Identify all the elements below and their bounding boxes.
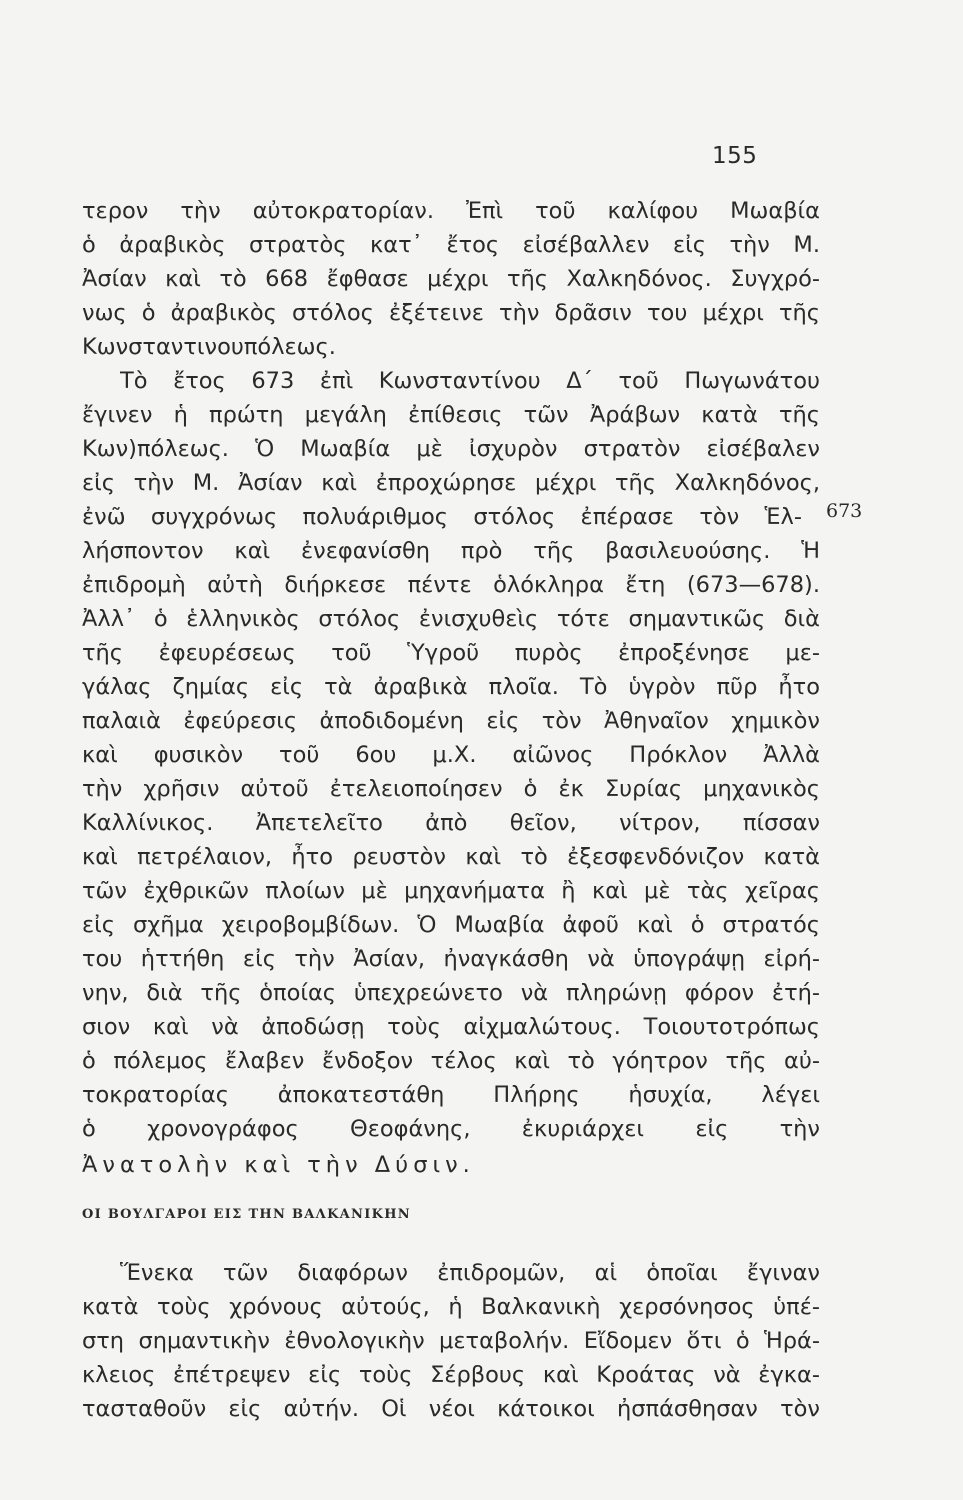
text-line: ὁ ἀραβικὸς στρατὸς κατ᾽ ἔτος εἰσέβαλλεν εἰς τὴν Μ. [82,232,820,258]
text-line: κατὰ τοὺς χρόνους αὐτούς, ἡ Βαλκανικὴ χερσόνησος ὑπέ- [82,1294,820,1320]
text-line: καὶ πετρέλαιον, ἦτο ρευστὸν καὶ τὸ ἐξεσφενδόνιζον κατὰ [82,844,820,870]
text-line: σιον καὶ νὰ ἀποδώσῃ τοὺς αἰχμαλώτους. Τοιουτοτρόπως [82,1014,820,1040]
text-line: τοκρατορίας ἀποκατεστάθη Πλήρης ἡσυχία, λέγει [82,1082,820,1108]
text-line: Ἀσίαν καὶ τὸ 668 ἔφθασε μέχρι τῆς Χαλκηδόνος. Συγχρό- [82,266,820,292]
page-number: 155 [712,143,758,169]
text-line: νην, διὰ τῆς ὁποίας ὑπεχρεώνετο νὰ πληρώνῃ φόρον ἐτή- [82,980,820,1006]
text-line: ὁ πόλεμος ἔλαβεν ἔνδοξον τέλος καὶ τὸ γόητρον τῆς αὐ- [82,1048,820,1074]
text-line: στη σημαντικὴν ἐθνολογικὴν μεταβολήν. Εἴδομεν ὅτι ὁ Ἡρά- [82,1328,820,1354]
text-line: λήσποντον καὶ ἐνεφανίσθη πρὸ τῆς βασιλευούσης. Ἡ [82,538,820,564]
text-line: τῶν ἐχθρικῶν πλοίων μὲ μηχανήματα ἢ καὶ μὲ τὰς χεῖρας [82,878,820,904]
text-line: γάλας ζημίας εἰς τὰ ἀραβικὰ πλοῖα. Τὸ ὑγρὸν πῦρ ἦτο [82,674,820,700]
text-line: ὁ χρονογράφος Θεοφάνης, ἐκυριάρχει εἰς τὴν [82,1116,820,1142]
text-line: νως ὁ ἀραβικὸς στόλος ἐξέτεινε τὴν δρᾶσιν του μέχρι τῆς [82,300,820,326]
text-line: κλειος ἐπέτρεψεν εἰς τοὺς Σέρβους καὶ Κροάτας νὰ ἐγκα- [82,1362,820,1388]
text-line: Τὸ ἔτος 673 ἐπὶ Κωνσταντίνου Δ´ τοῦ Πωγωνάτου [120,368,820,394]
text-line: Ἕνεκα τῶν διαφόρων ἐπιδρομῶν, αἱ ὁποῖαι ἔγιναν [120,1260,820,1286]
text-line: Ἀνατολὴν καὶ τὴν Δύσιν. [82,1152,475,1178]
margin-note-year: 673 [826,500,863,522]
text-line: Καλλίνικος. Ἀπετελεῖτο ἀπὸ θεῖον, νίτρον, πίσσαν [82,810,820,836]
text-line: ἔγινεν ἡ πρώτη μεγάλη ἐπίθεσις τῶν Ἀράβων κατὰ τῆς [82,402,820,428]
text-line: ἐνῶ συγχρόνως πολυάριθμος στόλος ἐπέρασε τὸν Ἑλ- [82,504,802,530]
text-line: εἰς τὴν Μ. Ἀσίαν καὶ ἐπροχώρησε μέχρι τῆς Χαλκηδόνος, [82,470,820,496]
text-line: τὴν χρῆσιν αὐτοῦ ἐτελειοποίησεν ὁ ἐκ Συρίας μηχανικὸς [82,776,820,802]
text-line: καὶ φυσικὸν τοῦ 6ου μ.Χ. αἰῶνος Πρόκλον Ἀλλὰ [82,742,820,768]
text-line: Ἀλλ᾽ ὁ ἑλληνικὸς στόλος ἐνισχυθεὶς τότε σημαντικῶς διὰ [82,606,820,632]
section-heading: ΟΙ ΒΟΥΛΓΑΡΟΙ ΕΙΣ ΤΗΝ ΒΑΛΚΑΝΙΚΗΝ [82,1207,411,1222]
text-line: Κωνσταντινουπόλεως. [82,334,336,360]
text-line: εἰς σχῆμα χειροβομβίδων. Ὁ Μωαβία ἀφοῦ καὶ ὁ στρατός [82,912,820,938]
text-line: ἐπιδρομὴ αὐτὴ διήρκεσε πέντε ὁλόκληρα ἔτη (673—678). [82,572,820,598]
text-line: τῆς ἐφευρέσεως τοῦ Ὑγροῦ πυρὸς ἐπροξένησε με- [82,640,820,666]
text-line: Κων)πόλεως. Ὁ Μωαβία μὲ ἰσχυρὸν στρατὸν εἰσέβαλεν [82,436,820,462]
text-line: τασταθοῦν εἰς αὐτήν. Οἱ νέοι κάτοικοι ἠσπάσθησαν τὸν [82,1396,820,1422]
text-line: τερον τὴν αὐτοκρατορίαν. Ἐπὶ τοῦ καλίφου Μωαβία [82,198,820,224]
text-line: παλαιὰ ἐφεύρεσις ἀποδιδομένη εἰς τὸν Ἀθηναῖον χημικὸν [82,708,820,734]
text-line: του ἡττήθη εἰς τὴν Ἀσίαν, ἠναγκάσθη νὰ ὑπογράψῃ εἰρή- [82,946,820,972]
